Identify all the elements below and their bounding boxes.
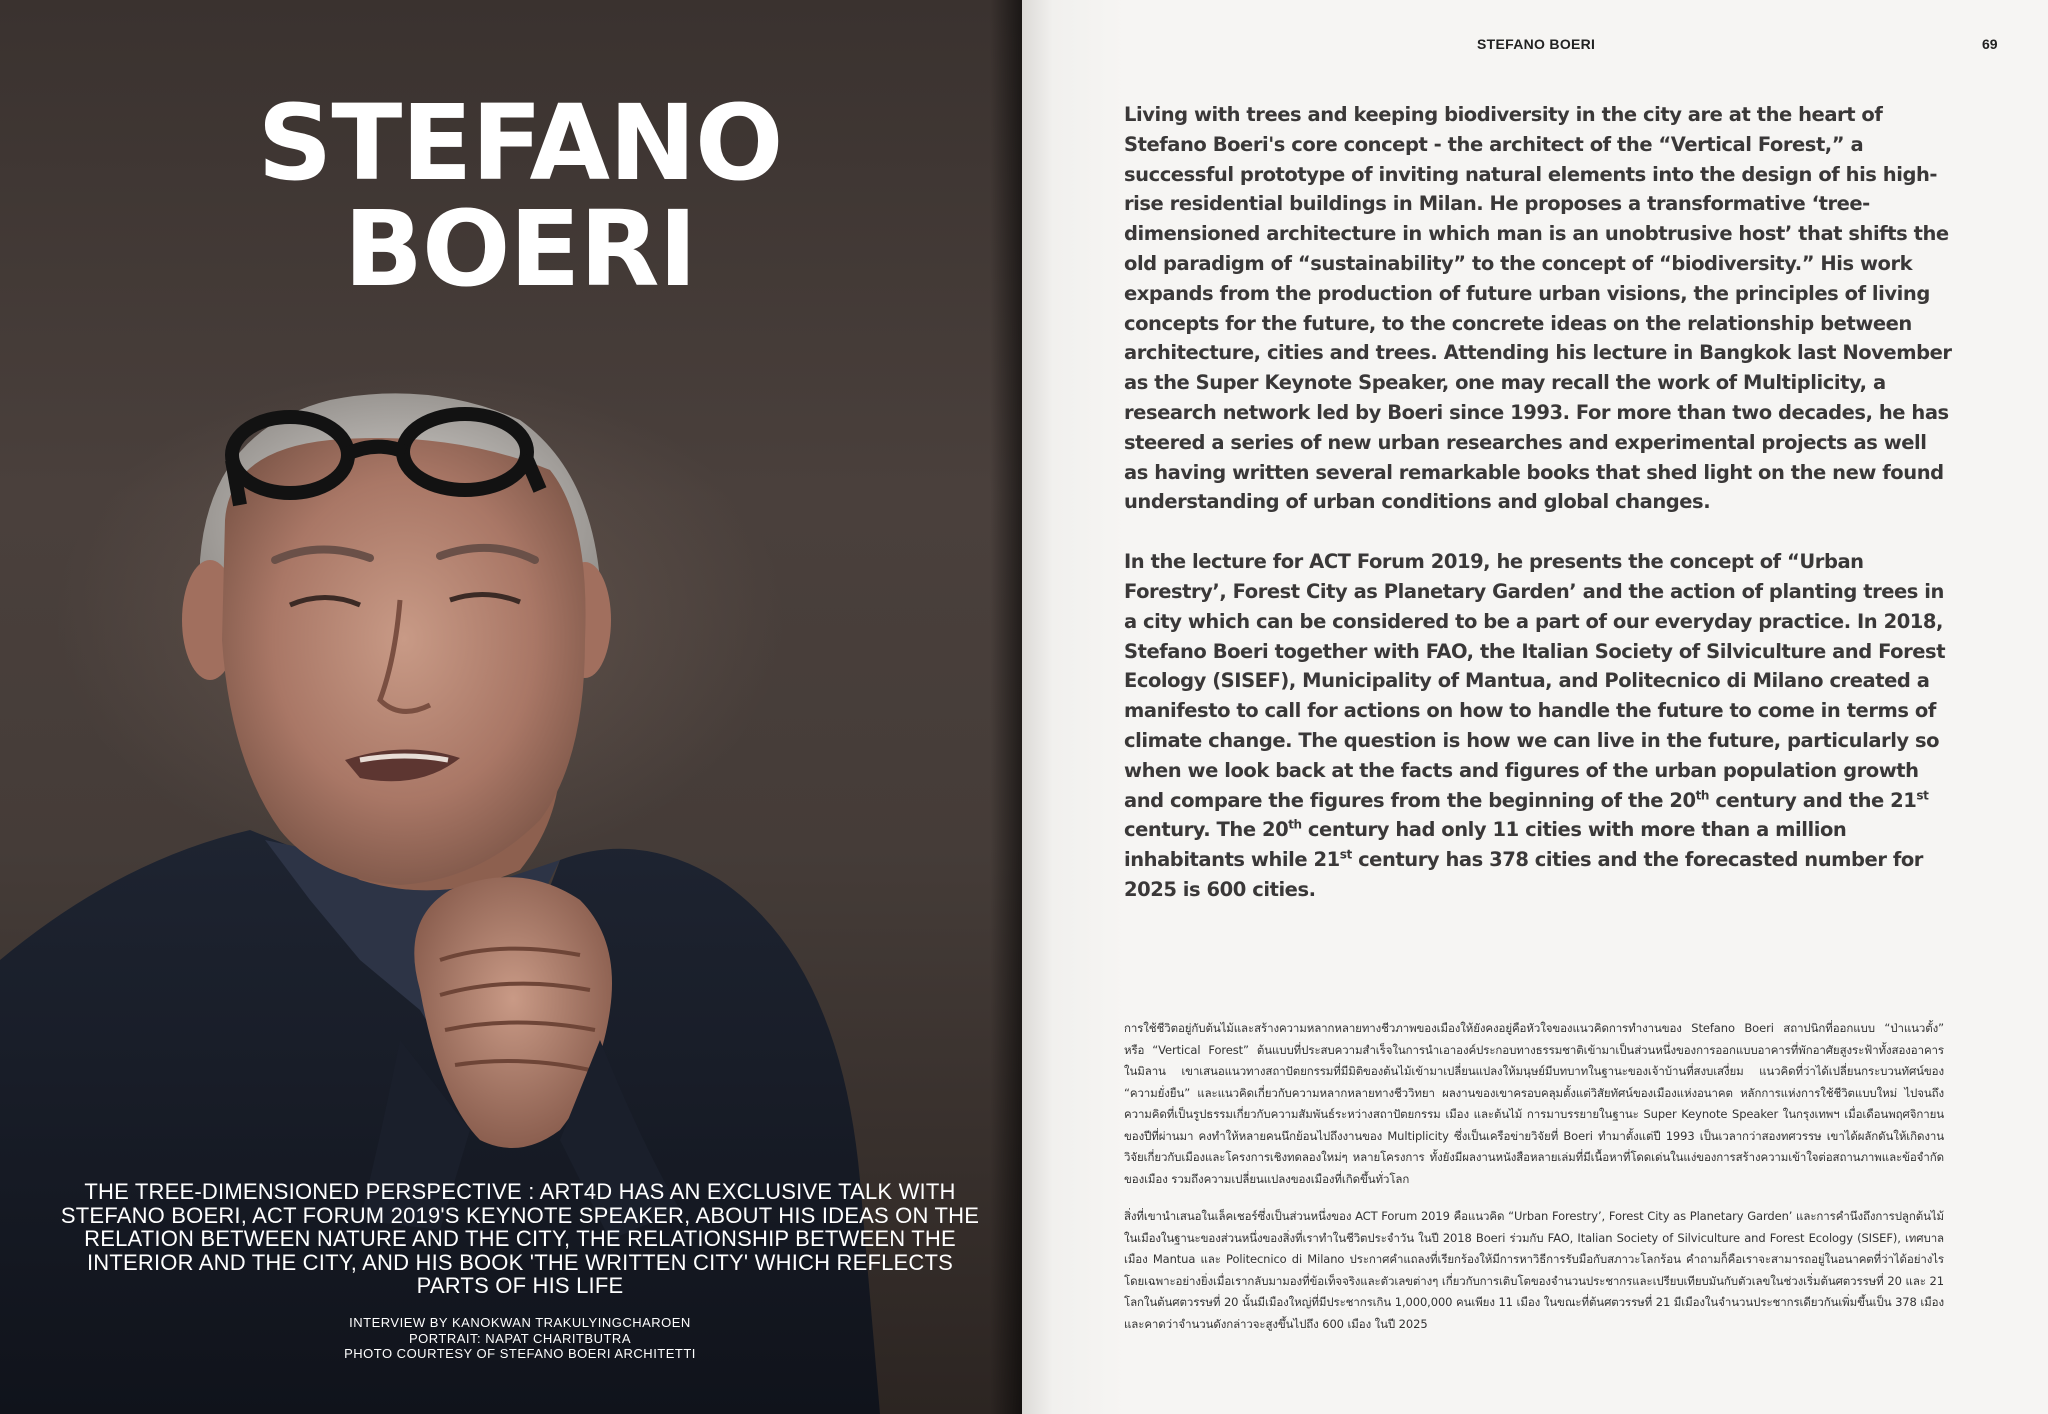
credit-portrait: PORTRAIT: NAPAT CHARITBUTRA	[408, 1330, 631, 1346]
left-page	[0, 0, 1022, 1414]
credits	[60, 1315, 980, 1362]
running-head: STEFANO BOERI	[1477, 36, 1596, 52]
title-line-2: BOERI	[343, 188, 697, 311]
right-page	[1022, 0, 2048, 1414]
superscript-st: st	[1339, 847, 1352, 862]
thai-paragraph-1: การใช้ชีวิตอยู่กับต้นไม้และสร้างความหลากหลายทางชีวภาพของเมืองให้ยังคงอยู่คือหัวใจของแนวคิดการทำงานของ Stefano Boeri สถาปนิกที่ออกแบบ “ป่าแนวตั้ง” หรือ “Vertical Forest” ต้นแบบที่ประสบความสำเร็จในการนำเอาองค์ประกอบทางธรรมชาติเข้ามาเป็นส่วนหนึ่งของการออกแบบอาคารที่พักอาศัยสูงระฟ้าทั้งสองอาคารในมิลาน เขาเสนอแนวทางสถาปัตยกรรมที่มีมิติของต้นไม้เข้ามาเปลี่ยนแปลงให้มนุษย์มีบทบาทในฐานะของเจ้าบ้านที่สงบเสงี่ยม แนวคิดที่ว่าได้เปลี่ยนกระบวนทัศน์ของ “ความยั่งยืน” และแนวคิดเกี่ยวกับความหลากหลายทางชีววิทยา ผลงานของเขาครอบคลุมตั้งแต่วิสัยทัศน์ของเมืองแห่งอนาคต หลักการแห่งการใช้ชีวิตแบบใหม่ ไปจนถึงความคิดที่เป็นรูปธรรมเกี่ยวกับความสัมพันธ์ระหว่างสถาปัตยกรรม เมือง และต้นไม้ การมาบรรยายในฐานะ Super Keynote Speaker ในกรุงเทพฯ เมื่อเดือนพฤศจิกายนของปีที่ผ่านมา คงทำให้หลายคนนึกย้อนไปถึงงานของ Multiplicity ซึ่งเป็นเครือข่ายวิจัยที่ Boeri ทำมาตั้งแต่ปี 1993 เป็นเวลากว่าสองทศวรรษ เขาได้ผลักดันให้เกิดงานวิจัยเกี่ยวกับเมืองและโครงการเชิงทดลองใหม่ๆ หลายโครงการ ทั้งยังมีผลงานหนังสือหลายเล่มที่มีเนื้อหาที่โดดเด่นในแง่ของการสร้างความเข้าใจต่อสถานภาพและข้อจำกัดของเมือง รวมถึงความเปลี่ยนแปลงของเมืองที่เกิดขึ้นทั่วโลก	[1124, 1021, 1944, 1186]
paragraph-2-text: century. The 20	[1124, 818, 1289, 842]
english-paragraph-1: Living with trees and keeping biodiversity in the city are at the heart of Stefano Boeri's core concept - the architect of the “Vertical Forest,” a successful prototype of inviting natural elements into the design of his high-rise residential buildings in Milan. He proposes a transformative ‘tree-dimensioned architecture in which man is an unobtrusive host’ that shifts the old paradigm of “sustainability” to the concept of “biodiversity.” His work expands from the production of future urban visions, the principles of living concepts for the future, to the concrete ideas on the relationship between architecture, cities and trees. Attending his lecture in Bangkok last November as the Super Keynote Speaker, one may recall the work of Multiplicity, a research network led by Boeri since 1993. For more than two decades, he has steered a series of new urban researches and experimental projects as well as having written several remarkable books that shed light on the new found understanding of urban conditions and global changes.	[1124, 103, 1952, 514]
superscript-th: th	[1695, 788, 1710, 803]
paragraph-2-text: century and the 21	[1709, 788, 1917, 812]
credit-photo: PHOTO COURTESY OF STEFANO BOERI ARCHITETTI	[344, 1346, 696, 1361]
paragraph-2-text: century has 378 cities and the forecasted number for 2025 is 600 cities.	[1124, 848, 1923, 901]
paragraph-2-text: century had only 11 cities with more than a million inhabitants while 21	[1124, 818, 1847, 872]
paragraph-2-text: In the lecture for ACT Forum 2019, he presents the concept of “Urban Forestry’, Forest City as Planetary Garden’ and the action of planting trees in a city which can be considered to be a part of our everyday practice. In 2018, Stefano Boeri together with FAO, the Italian Society of Silviculture and Forest Ecology (SISEF), Municipality of Mantua, and Politecnico di Milano created a manifesto to call for actions on how to handle the future to come in terms of climate change. The question is how we can live in the future, particularly so when we look back at the facts and figures of the urban population growth and compare the figures from the beginning of the 20	[1124, 550, 1946, 812]
gutter-shadow	[990, 0, 1022, 1414]
thai-body	[1124, 1018, 1944, 1351]
page-number: 69	[1982, 36, 1998, 52]
superscript-st: st	[1916, 788, 1929, 803]
superscript-th: th	[1288, 817, 1302, 832]
intro-deck: THE TREE-DIMENSIONED PERSPECTIVE : ART4D HAS AN EXCLUSIVE TALK WITH STEFANO BOERI, ACT FORUM 2019'S KEYNOTE SPEAKER, ABOUT HIS IDEAS ON THE RELATION BETWEEN NATURE AND THE CITY, THE RELATIONSHIP BETWEEN THE INTERIOR AND THE CITY, AND HIS BOOK 'THE WRITTEN CITY' WHICH REFLECTS PARTS OF HIS LIFE	[60, 1179, 980, 1298]
thai-paragraph-2: สิ่งที่เขานำเสนอในเล็คเชอร์ซึ่งเป็นส่วนหนึ่งของ ACT Forum 2019 คือแนวคิด “Urban Forestry’, Forest City as Planetary Garden’ และการคำนึงถึงการปลูกต้นไม้ในเมืองในฐานะของส่วนหนึ่งของสิ่งที่เราทำในชีวิตประจำวัน ในปี 2018 Boeri ร่วมกับ FAO, Italian Society of Silviculture and Forest Ecology (SISEF), เทศบาลเมือง Mantua และ Politecnico di Milano ประกาศคำแถลงที่เรียกร้องให้มีการหาวิธีการรับมือกับสภาวะโลกร้อน คำถามก็คือเราจะสามารถอยู่ในอนาคตที่ว่าได้อย่างไร โดยเฉพาะอย่างยิ่งเมื่อเรากลับมามองที่ข้อเท็จจริงและตัวเลขต่างๆ เกี่ยวกับการเติบโตของจำนวนประชากรและเปรียบเทียบมันกับตัวเลขในช่วงเริ่มต้นศตวรรษที่ 20 และ 21 โลกในต้นศตวรรษที่ 20 นั้นมีเมืองใหญ่ที่มีประชากรเกิน 1,000,000 คนเพียง 11 เมือง ในขณะที่ต้นศตวรรษที่ 21 มีเมืองในจำนวนประชากรเดียวกันเพิ่มขึ้นเป็น 378 เมือง และคาดว่าจำนวนดังกล่าวจะสูงขึ้นไปถึง 600 เมือง ในปี 2025	[1124, 1209, 1944, 1331]
article-title	[0, 82, 1022, 311]
english-body	[1124, 100, 1954, 935]
english-paragraph-2	[1124, 547, 1954, 905]
title-line-1: STEFANO	[257, 82, 783, 204]
credit-interview: INTERVIEW BY KANOKWAN TRAKULYINGCHAROEN	[349, 1315, 691, 1330]
